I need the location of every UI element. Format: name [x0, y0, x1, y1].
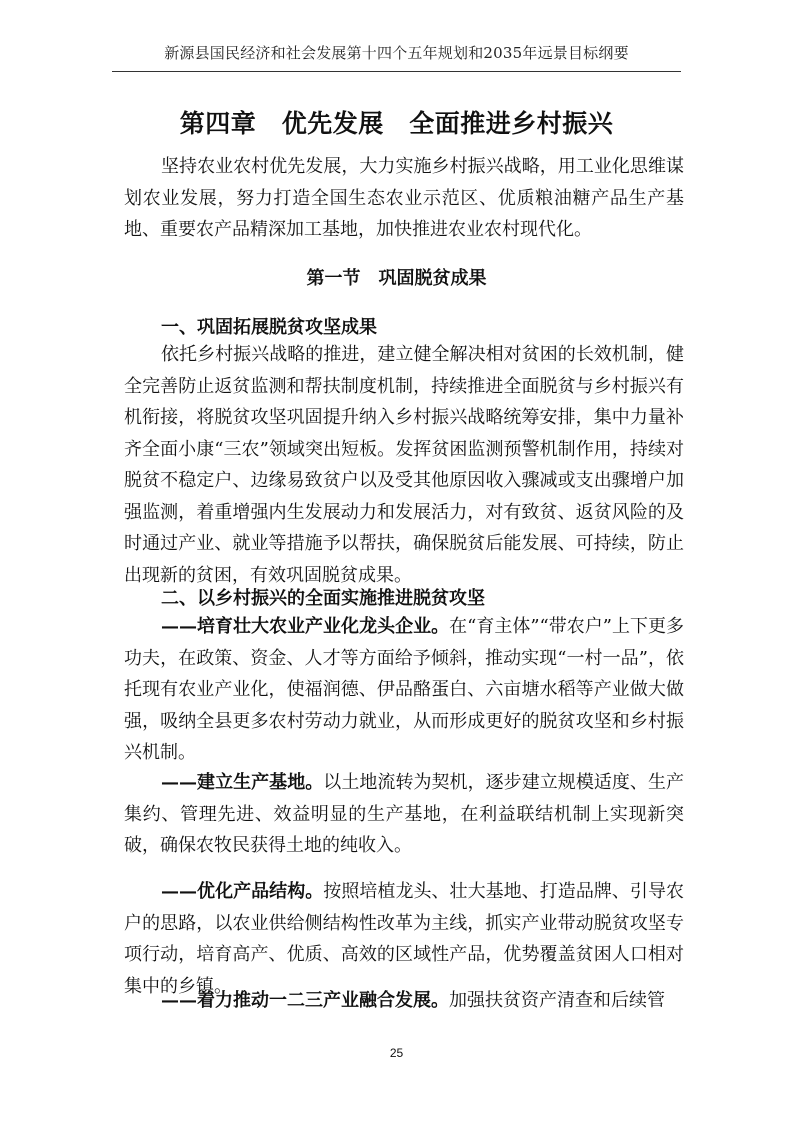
item-body-3: 按照培植龙头、壮大基地、打造品牌、引导农户的思路，以农业供给侧结构性改革为主线，抓实产业带动脱贫攻坚专项行动，培育高产、优质、高效的区域性产品，优势覆盖贫困人口相对集中的乡镇。	[124, 881, 684, 997]
subsection-1-paragraph: 依托乡村振兴战略的推进，建立健全解决相对贫困的长效机制，健全完善防止返贫监测和帮扶制度机制，持续推进全面脱贫与乡村振兴有机衔接，将脱贫攻坚巩固提升纳入乡村振兴战略统筹安排，集中力量补齐全面小康“三农”领域突出短板。发挥贫困监测预警机制作用，持续对脱贫不稳定户、边缘易致贫户以及受其他原因收入骤减或支出骤增户加强监测，着重增强内生发展动力和发展活力，对有致贫、返贫风险的及时通过产业、就业等措施予以帮扶，确保脱贫后能发展、可持续，防止出现新的贫困，有效巩固脱贫成果。	[124, 344, 684, 586]
section-title: 第一节 巩固脱贫成果	[306, 268, 487, 289]
item-body-1: 在“育主体”“带农户”上下更多功夫，在政策、资金、人才等方面给予倾斜，推动实现“一村一品”，依托现有农业产业化，使福润德、伊品酪蛋白、六亩塘水稻等产业做大做强，吸纳全县更多农村劳动力就业，从而形成更好的脱贫攻坚和乡村振兴机制。	[124, 616, 685, 763]
item-paragraph-4	[124, 985, 684, 1017]
item-body-2: 以土地流转为契机，逐步建立规模适度、生产集约、管理先进、效益明显的生产基地，在利益联结机制上实现新突破，确保农牧民获得土地的纯收入。	[124, 772, 684, 856]
subheading-2: 二、以乡村振兴的全面实施推进脱贫攻坚	[161, 588, 485, 609]
chapter-title: 第四章 优先发展 全面推进乡村振兴	[179, 109, 614, 138]
item-paragraph-2	[124, 767, 684, 862]
running-header: 新源县国民经济和社会发展第十四个五年规划和2035年远景目标纲要	[164, 44, 629, 62]
item-body-4: 加强扶贫资产清查和后续管	[449, 990, 665, 1011]
item-paragraph-3	[124, 876, 684, 1002]
item-lead-1: ——培育壮大农业产业化龙头企业。	[161, 616, 450, 637]
item-lead-2: ——建立生产基地。	[161, 772, 324, 793]
header-divider	[112, 71, 681, 72]
chapter-intro-paragraph: 坚持农业农村优先发展，大力实施乡村振兴战略，用工业化思维谋划农业发展，努力打造全国生态农业示范区、优质粮油糖产品生产基地、重要农产品精深加工基地，加快推进农业农村现代化。	[124, 156, 684, 240]
item-paragraph-1	[124, 611, 684, 769]
subheading-1: 一、巩固拓展脱贫攻坚成果	[161, 317, 377, 338]
item-lead-4: ——着力推动一二三产业融合发展。	[161, 990, 449, 1011]
item-lead-3: ——优化产品结构。	[161, 881, 324, 902]
page-number: 25	[389, 1046, 404, 1060]
